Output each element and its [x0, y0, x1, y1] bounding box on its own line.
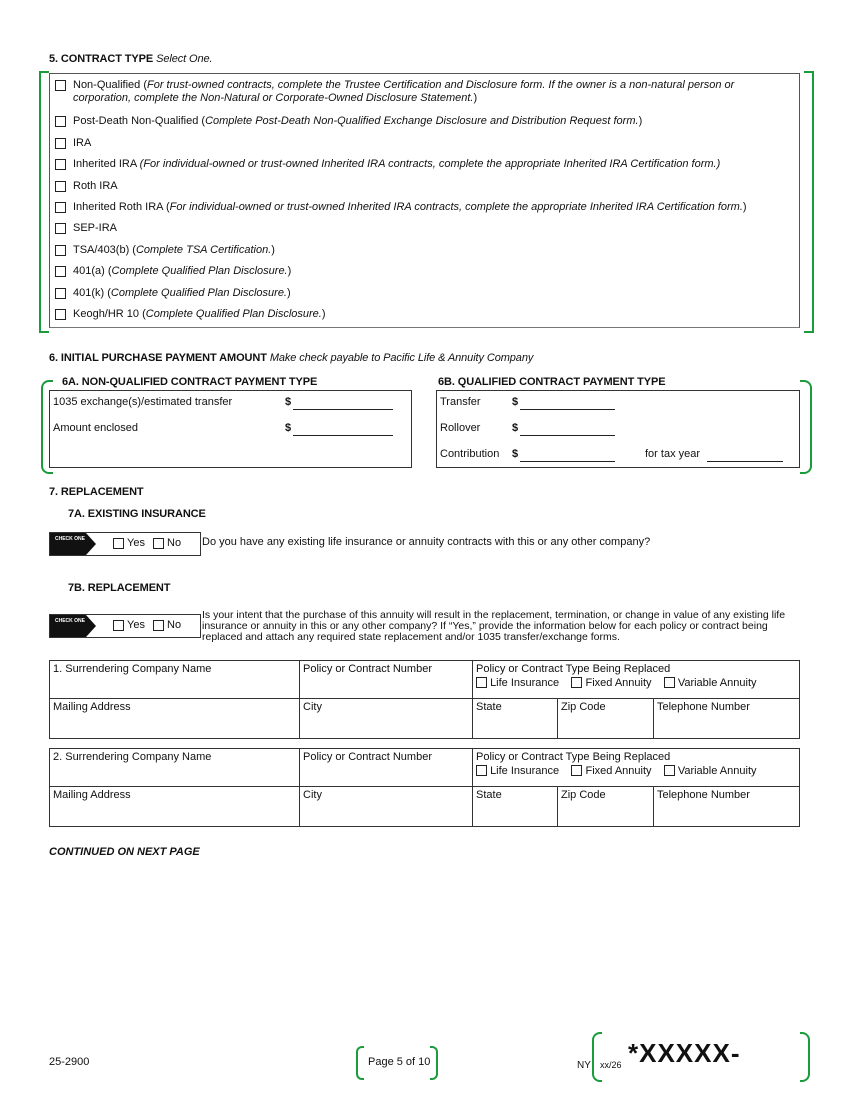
- section5-heading: 5. CONTRACT TYPE Select One.: [49, 53, 213, 65]
- state-cell[interactable]: State: [473, 787, 558, 827]
- section5-left-bracket: [39, 71, 49, 333]
- yes-label: Yes: [127, 537, 145, 549]
- rollover-label: Rollover: [440, 422, 481, 434]
- fixed-annuity-checkbox[interactable]: [571, 677, 582, 688]
- section6b-box: [436, 390, 800, 468]
- section6-heading: 6. INITIAL PURCHASE PAYMENT AMOUNT Make check payable to Pacific Life & Annuity Company: [49, 352, 534, 364]
- exchange-label: 1035 exchange(s)/estimated transfer: [53, 396, 233, 408]
- checkbox[interactable]: [55, 181, 66, 192]
- tax-year-label: for tax year: [645, 448, 701, 460]
- no-checkbox[interactable]: [153, 538, 164, 549]
- transfer-label: Transfer: [440, 396, 481, 408]
- rollover-amount-field[interactable]: [520, 435, 615, 436]
- policy-type-cell: Policy or Contract Type Being Replaced Life Insurance Fixed Annuity Variable Annuity: [473, 749, 800, 787]
- currency-symbol: $: [512, 396, 519, 408]
- city-cell[interactable]: City: [300, 699, 473, 739]
- existing-insurance-question: Do you have any existing life insurance or annuity contracts with this or any other company?: [202, 536, 651, 548]
- fixed-annuity-checkbox[interactable]: [571, 765, 582, 776]
- amount-enclosed-label: Amount enclosed: [53, 422, 138, 434]
- amount-enclosed-field[interactable]: [293, 435, 393, 436]
- state-code: NY: [577, 1060, 591, 1071]
- form-number: 25-2900: [49, 1056, 90, 1068]
- tax-year-field[interactable]: [707, 461, 783, 462]
- telephone-cell[interactable]: Telephone Number: [654, 699, 800, 739]
- zip-code-cell[interactable]: Zip Code: [558, 787, 654, 827]
- checkbox[interactable]: [55, 266, 66, 277]
- section6a-title: 6A. NON-QUALIFIED CONTRACT PAYMENT TYPE: [62, 376, 318, 388]
- checkbox[interactable]: [55, 309, 66, 320]
- checkbox[interactable]: [55, 159, 66, 170]
- currency-symbol: $: [512, 448, 519, 460]
- transfer-amount-field[interactable]: [520, 409, 615, 410]
- policy-number-cell[interactable]: Policy or Contract Number: [300, 749, 473, 787]
- mailing-address-cell[interactable]: Mailing Address: [50, 699, 300, 739]
- variable-annuity-checkbox[interactable]: [664, 765, 675, 776]
- yes-checkbox[interactable]: [113, 538, 124, 549]
- section6-right-bracket: [800, 380, 812, 474]
- currency-symbol: $: [512, 422, 519, 434]
- contract-type-box: Non-Qualified (For trust-owned contracts, complete the Trustee Certification and Disclosure form. If the owner is a non-natural person or corporation, complete the Non-Natural or Corporate-Owned Disclosure Statement.) Post-Death Non-Qualified (Complete Post-Death Non-Qualified Exchange Disclosure and Distribution Request form.) IRA Inherited IRA (For individual-owned or trust-owned Inherited IRA contracts, complete the appropriate Inherited IRA Certification form.) Roth IRA Inherited Roth IRA (For individual-owned or trust-owned Inherited IRA contracts, complete the appropriate Inherited IRA Certification form.) SEP-IRA TSA/403(b) (Complete TSA Certification.) 401(a) (Complete Qualified Plan Disclosure.) 401(k) (Complete Qualified Plan Disclosure.) Keogh/HR 10 (Complete Qualified Plan Disclosure.): [49, 73, 800, 328]
- life-insurance-checkbox[interactable]: [476, 765, 487, 776]
- page-right-bracket: [430, 1046, 438, 1080]
- mailing-address-cell[interactable]: Mailing Address: [50, 787, 300, 827]
- section7-heading: 7. REPLACEMENT: [49, 486, 144, 498]
- checkbox[interactable]: [55, 138, 66, 149]
- contribution-label: Contribution: [440, 448, 500, 460]
- barcode-left-bracket: [592, 1032, 602, 1082]
- no-label: No: [167, 537, 182, 549]
- barcode-text: *XXXXX-: [628, 1038, 741, 1068]
- continued-note: CONTINUED ON NEXT PAGE: [49, 846, 200, 858]
- life-insurance-checkbox[interactable]: [476, 677, 487, 688]
- state-cell[interactable]: State: [473, 699, 558, 739]
- no-checkbox[interactable]: [153, 620, 164, 631]
- checkbox[interactable]: [55, 80, 66, 91]
- yes-label: Yes: [127, 619, 145, 631]
- section5-right-bracket: [804, 71, 814, 333]
- checkbox[interactable]: [55, 288, 66, 299]
- check-one-badge: CHECK ONE Yes No: [49, 614, 201, 638]
- checkbox[interactable]: [55, 202, 66, 213]
- telephone-cell[interactable]: Telephone Number: [654, 787, 800, 827]
- section6b-title: 6B. QUALIFIED CONTRACT PAYMENT TYPE: [438, 376, 666, 388]
- page-number: Page 5 of 10: [368, 1056, 431, 1068]
- zip-code-cell[interactable]: Zip Code: [558, 699, 654, 739]
- policy-type-cell: Policy or Contract Type Being Replaced Life Insurance Fixed Annuity Variable Annuity: [473, 661, 800, 699]
- check-one-badge: CHECK ONE Yes No: [49, 532, 201, 556]
- checkbox[interactable]: [55, 223, 66, 234]
- replacement-question: Is your intent that the purchase of this annuity will result in the replacement, termination, or change in value of any existing life insurance or annuity in this or any other company? If “Yes,” provide the information below for each policy or contract being replaced and attach any required state replacement and/or 1035 transfer/exchange forms.: [202, 609, 786, 643]
- checkbox[interactable]: [55, 116, 66, 127]
- company-name-cell[interactable]: 1. Surrendering Company Name: [50, 661, 300, 699]
- date-code: xx/26: [600, 1060, 622, 1070]
- yes-checkbox[interactable]: [113, 620, 124, 631]
- section7b-title: 7B. REPLACEMENT: [68, 582, 171, 594]
- policy-number-cell[interactable]: Policy or Contract Number: [300, 661, 473, 699]
- contribution-amount-field[interactable]: [520, 461, 615, 462]
- city-cell[interactable]: City: [300, 787, 473, 827]
- barcode-right-bracket: [800, 1032, 810, 1082]
- exchange-amount-field[interactable]: [293, 409, 393, 410]
- currency-symbol: $: [285, 396, 292, 408]
- section7a-title: 7A. EXISTING INSURANCE: [68, 508, 206, 520]
- page-left-bracket: [356, 1046, 364, 1080]
- surrendering-company-table-2: [49, 748, 800, 827]
- no-label: No: [167, 619, 182, 631]
- company-name-cell[interactable]: 2. Surrendering Company Name: [50, 749, 300, 787]
- surrendering-company-table-1: [49, 660, 800, 739]
- currency-symbol: $: [285, 422, 292, 434]
- section6a-box: [49, 390, 412, 468]
- variable-annuity-checkbox[interactable]: [664, 677, 675, 688]
- checkbox[interactable]: [55, 245, 66, 256]
